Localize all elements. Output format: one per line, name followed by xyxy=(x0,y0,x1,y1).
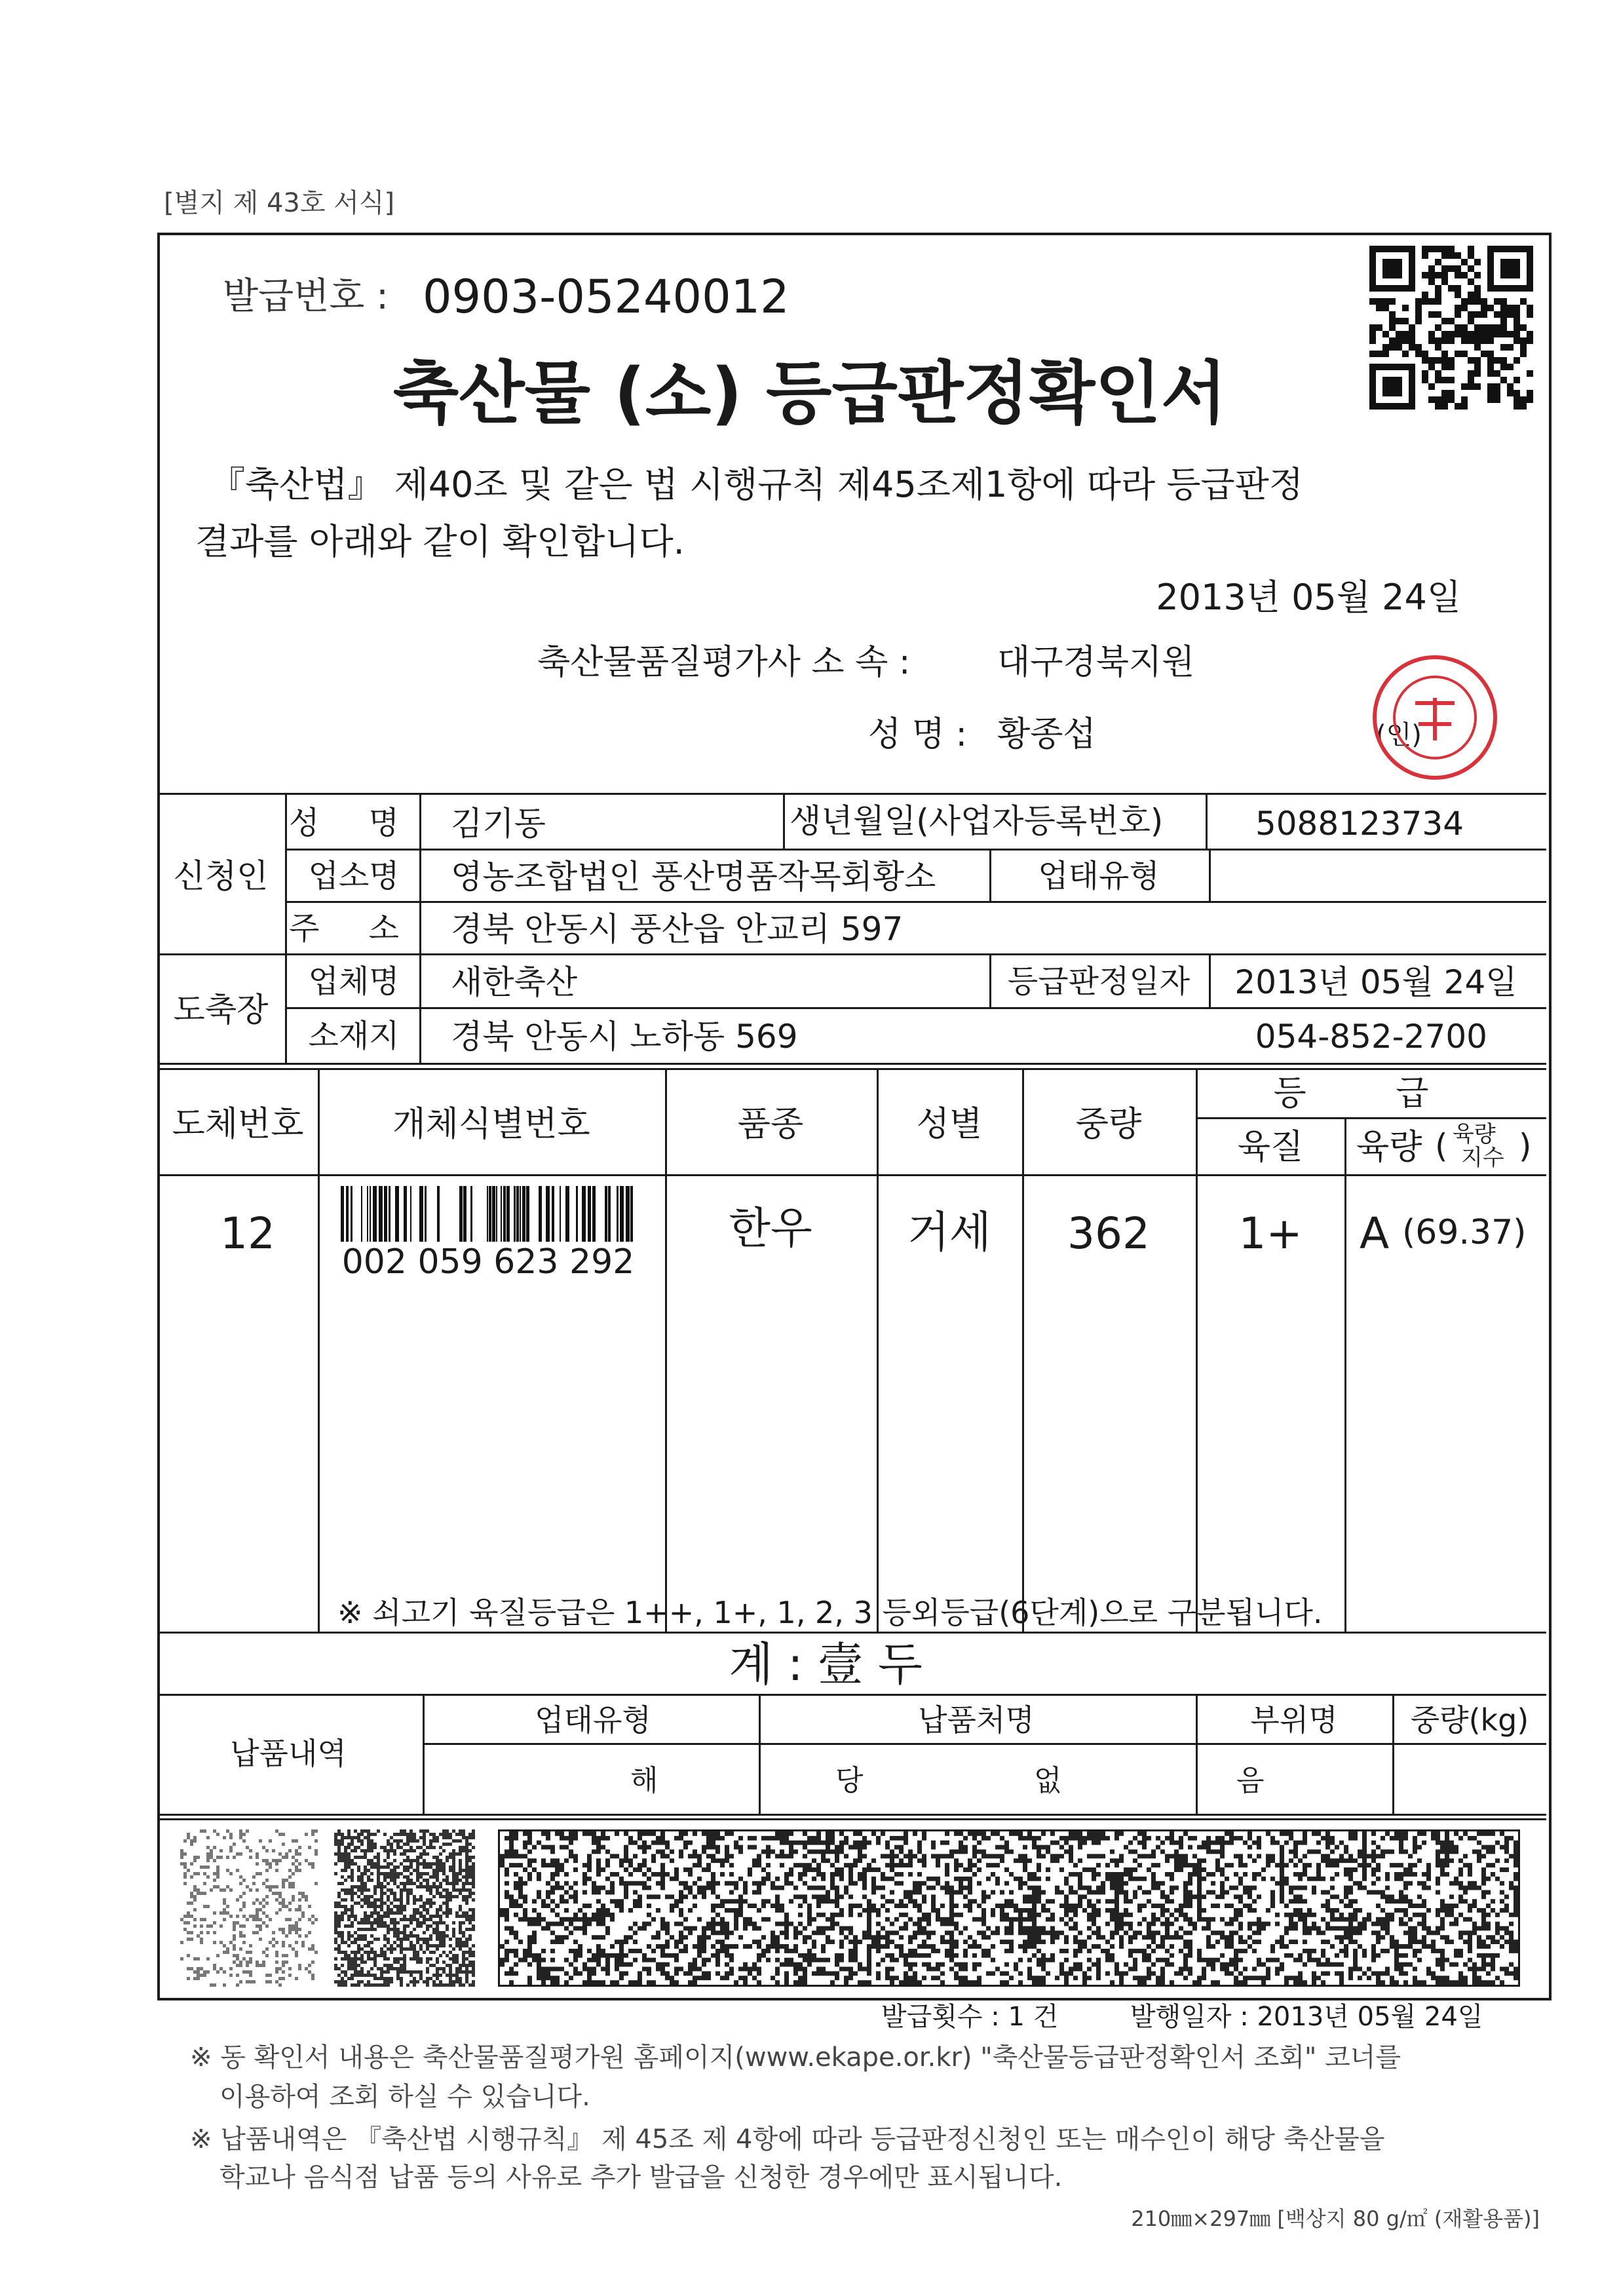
intro-text-line1: 『축산법』 제40조 및 같은 법 시행규칙 제45조제1항에 따라 등급판정 xyxy=(210,464,1304,505)
footnote-2-line2: 학교나 음식점 납품 등의 사유로 추가 발급을 신청한 경우에만 표시됩니다. xyxy=(219,2162,1063,2192)
seal-mark-text: (인) xyxy=(1376,720,1422,750)
col-header-grade: 등 급 xyxy=(1273,1074,1468,1113)
delivery-section-label: 납품내역 xyxy=(230,1736,347,1771)
col-header-yield: 육량 xyxy=(1356,1128,1422,1167)
delivery-none-char-1: 해 xyxy=(630,1764,658,1797)
official-seal xyxy=(1369,652,1500,783)
col-header-breed: 품종 xyxy=(737,1105,804,1144)
delivery-none-char-3: 없 xyxy=(1034,1764,1062,1797)
issue-count: 발급횟수 : 1 건 xyxy=(881,2002,1059,2032)
paper-spec: 210㎜×297㎜ [백상지 80 g/㎡ (재활용품)] xyxy=(1131,2206,1540,2231)
intro-text-line2: 결과를 아래와 같이 확인합니다. xyxy=(195,521,685,562)
delivery-header-weight: 중량(kg) xyxy=(1410,1702,1529,1738)
footnote-1-line2: 이용하여 조회 하실 수 있습니다. xyxy=(219,2082,590,2112)
evaluator-affiliation-label: 축산물품질평가사 소 속 : xyxy=(537,643,911,682)
issue-number-label: 발급번호 : xyxy=(223,275,389,318)
slaughterhouse-section-label: 도축장 xyxy=(173,991,269,1029)
cell-quality-grade: 1+ xyxy=(1238,1208,1303,1259)
yield-index-paren-close: ) xyxy=(1519,1127,1532,1165)
security-pattern-dark xyxy=(334,1829,475,1987)
cell-yield-grade: A xyxy=(1360,1208,1390,1259)
delivery-none-char-2: 당 xyxy=(835,1764,864,1797)
issue-date: 2013년 05월 24일 xyxy=(1156,577,1461,618)
business-registration-number: 5088123734 xyxy=(1255,805,1464,843)
col-header-weight: 중량 xyxy=(1075,1105,1142,1144)
grading-date-label: 등급판정일자 xyxy=(1007,963,1190,1000)
delivery-header-biztype: 업태유형 xyxy=(535,1702,651,1738)
address-label: 주 소 xyxy=(289,910,419,947)
slaughterhouse-phone: 054-852-2700 xyxy=(1255,1018,1487,1056)
cell-breed: 한우 xyxy=(729,1203,812,1253)
business-type-label: 업태유형 xyxy=(1038,858,1160,894)
evaluator-name-label: 성 명 : xyxy=(868,715,968,754)
delivery-header-part: 부위명 xyxy=(1250,1702,1338,1738)
delivery-header-recipient: 납품처명 xyxy=(918,1702,1035,1738)
applicant-address: 경북 안동시 풍산읍 안교리 597 xyxy=(451,910,904,948)
cell-yield-index: (69.37) xyxy=(1402,1213,1527,1252)
issue-date-footer: 발행일자 : 2013년 05월 24일 xyxy=(1130,2002,1483,2032)
barcode xyxy=(341,1186,636,1242)
grading-note: ※ 쇠고기 육질등급은 1++, 1+, 1, 2, 3 등외등급(6단계)으로 구분됩니다. xyxy=(337,1595,1323,1630)
form-label: [별지 제 43호 서식] xyxy=(164,188,395,218)
col-header-yield-index-bottom: 지수 xyxy=(1461,1145,1504,1171)
business-name-label: 업소명 xyxy=(308,858,400,894)
evaluator-name: 황종섭 xyxy=(997,715,1096,754)
business-name: 영농조합법인 풍산명품작목회황소 xyxy=(451,858,936,896)
qr-code xyxy=(1369,246,1533,410)
total-count: 계 : 壹 두 xyxy=(729,1637,923,1691)
applicant-name: 김기동 xyxy=(451,805,546,843)
footnote-2-line1: ※ 납품내역은 『축산법 시행규칙』 제 45조 제 4항에 따라 등급판정신청인 또는 매수인이 해당 축산물을 xyxy=(190,2124,1385,2154)
security-pattern-light xyxy=(180,1829,318,1987)
cell-sex: 거세 xyxy=(907,1207,991,1257)
cell-carcass-no: 12 xyxy=(220,1208,275,1259)
slaughterhouse-location: 경북 안동시 노하동 569 xyxy=(451,1018,798,1056)
slaughterhouse-company: 새한축산 xyxy=(451,963,578,1001)
col-header-yield-index-top: 육량 xyxy=(1453,1121,1496,1147)
applicant-section-label: 신청인 xyxy=(173,857,269,895)
yield-index-paren-open: ( xyxy=(1435,1127,1448,1165)
birth-label: 생년월일(사업자등록번호) xyxy=(790,802,1164,840)
cell-weight: 362 xyxy=(1067,1208,1150,1259)
grading-date: 2013년 05월 24일 xyxy=(1234,963,1517,1001)
applicant-name-label: 성 명 xyxy=(289,805,419,841)
delivery-none-char-4: 음 xyxy=(1236,1764,1265,1797)
col-header-sex: 성별 xyxy=(916,1105,983,1144)
company-label: 업체명 xyxy=(308,963,400,1000)
security-pattern-large xyxy=(498,1829,1520,1987)
location-label: 소재지 xyxy=(308,1018,400,1054)
evaluator-affiliation: 대구경북지원 xyxy=(997,643,1195,682)
col-header-quality: 육질 xyxy=(1237,1128,1304,1167)
col-header-carcass-no: 도체번호 xyxy=(172,1105,304,1144)
issue-number: 0903-05240012 xyxy=(423,270,790,324)
col-header-id-no: 개체식별번호 xyxy=(392,1105,590,1144)
footnote-1-line1: ※ 동 확인서 내용은 축산물품질평가원 홈페이지(www.ekape.or.kr) "축산물등급판정확인서 조회" 코너를 xyxy=(190,2042,1401,2073)
cell-id-no: 002 059 623 292 xyxy=(341,1242,635,1282)
document-title: 축산물 (소) 등급판정확인서 xyxy=(392,353,1227,433)
